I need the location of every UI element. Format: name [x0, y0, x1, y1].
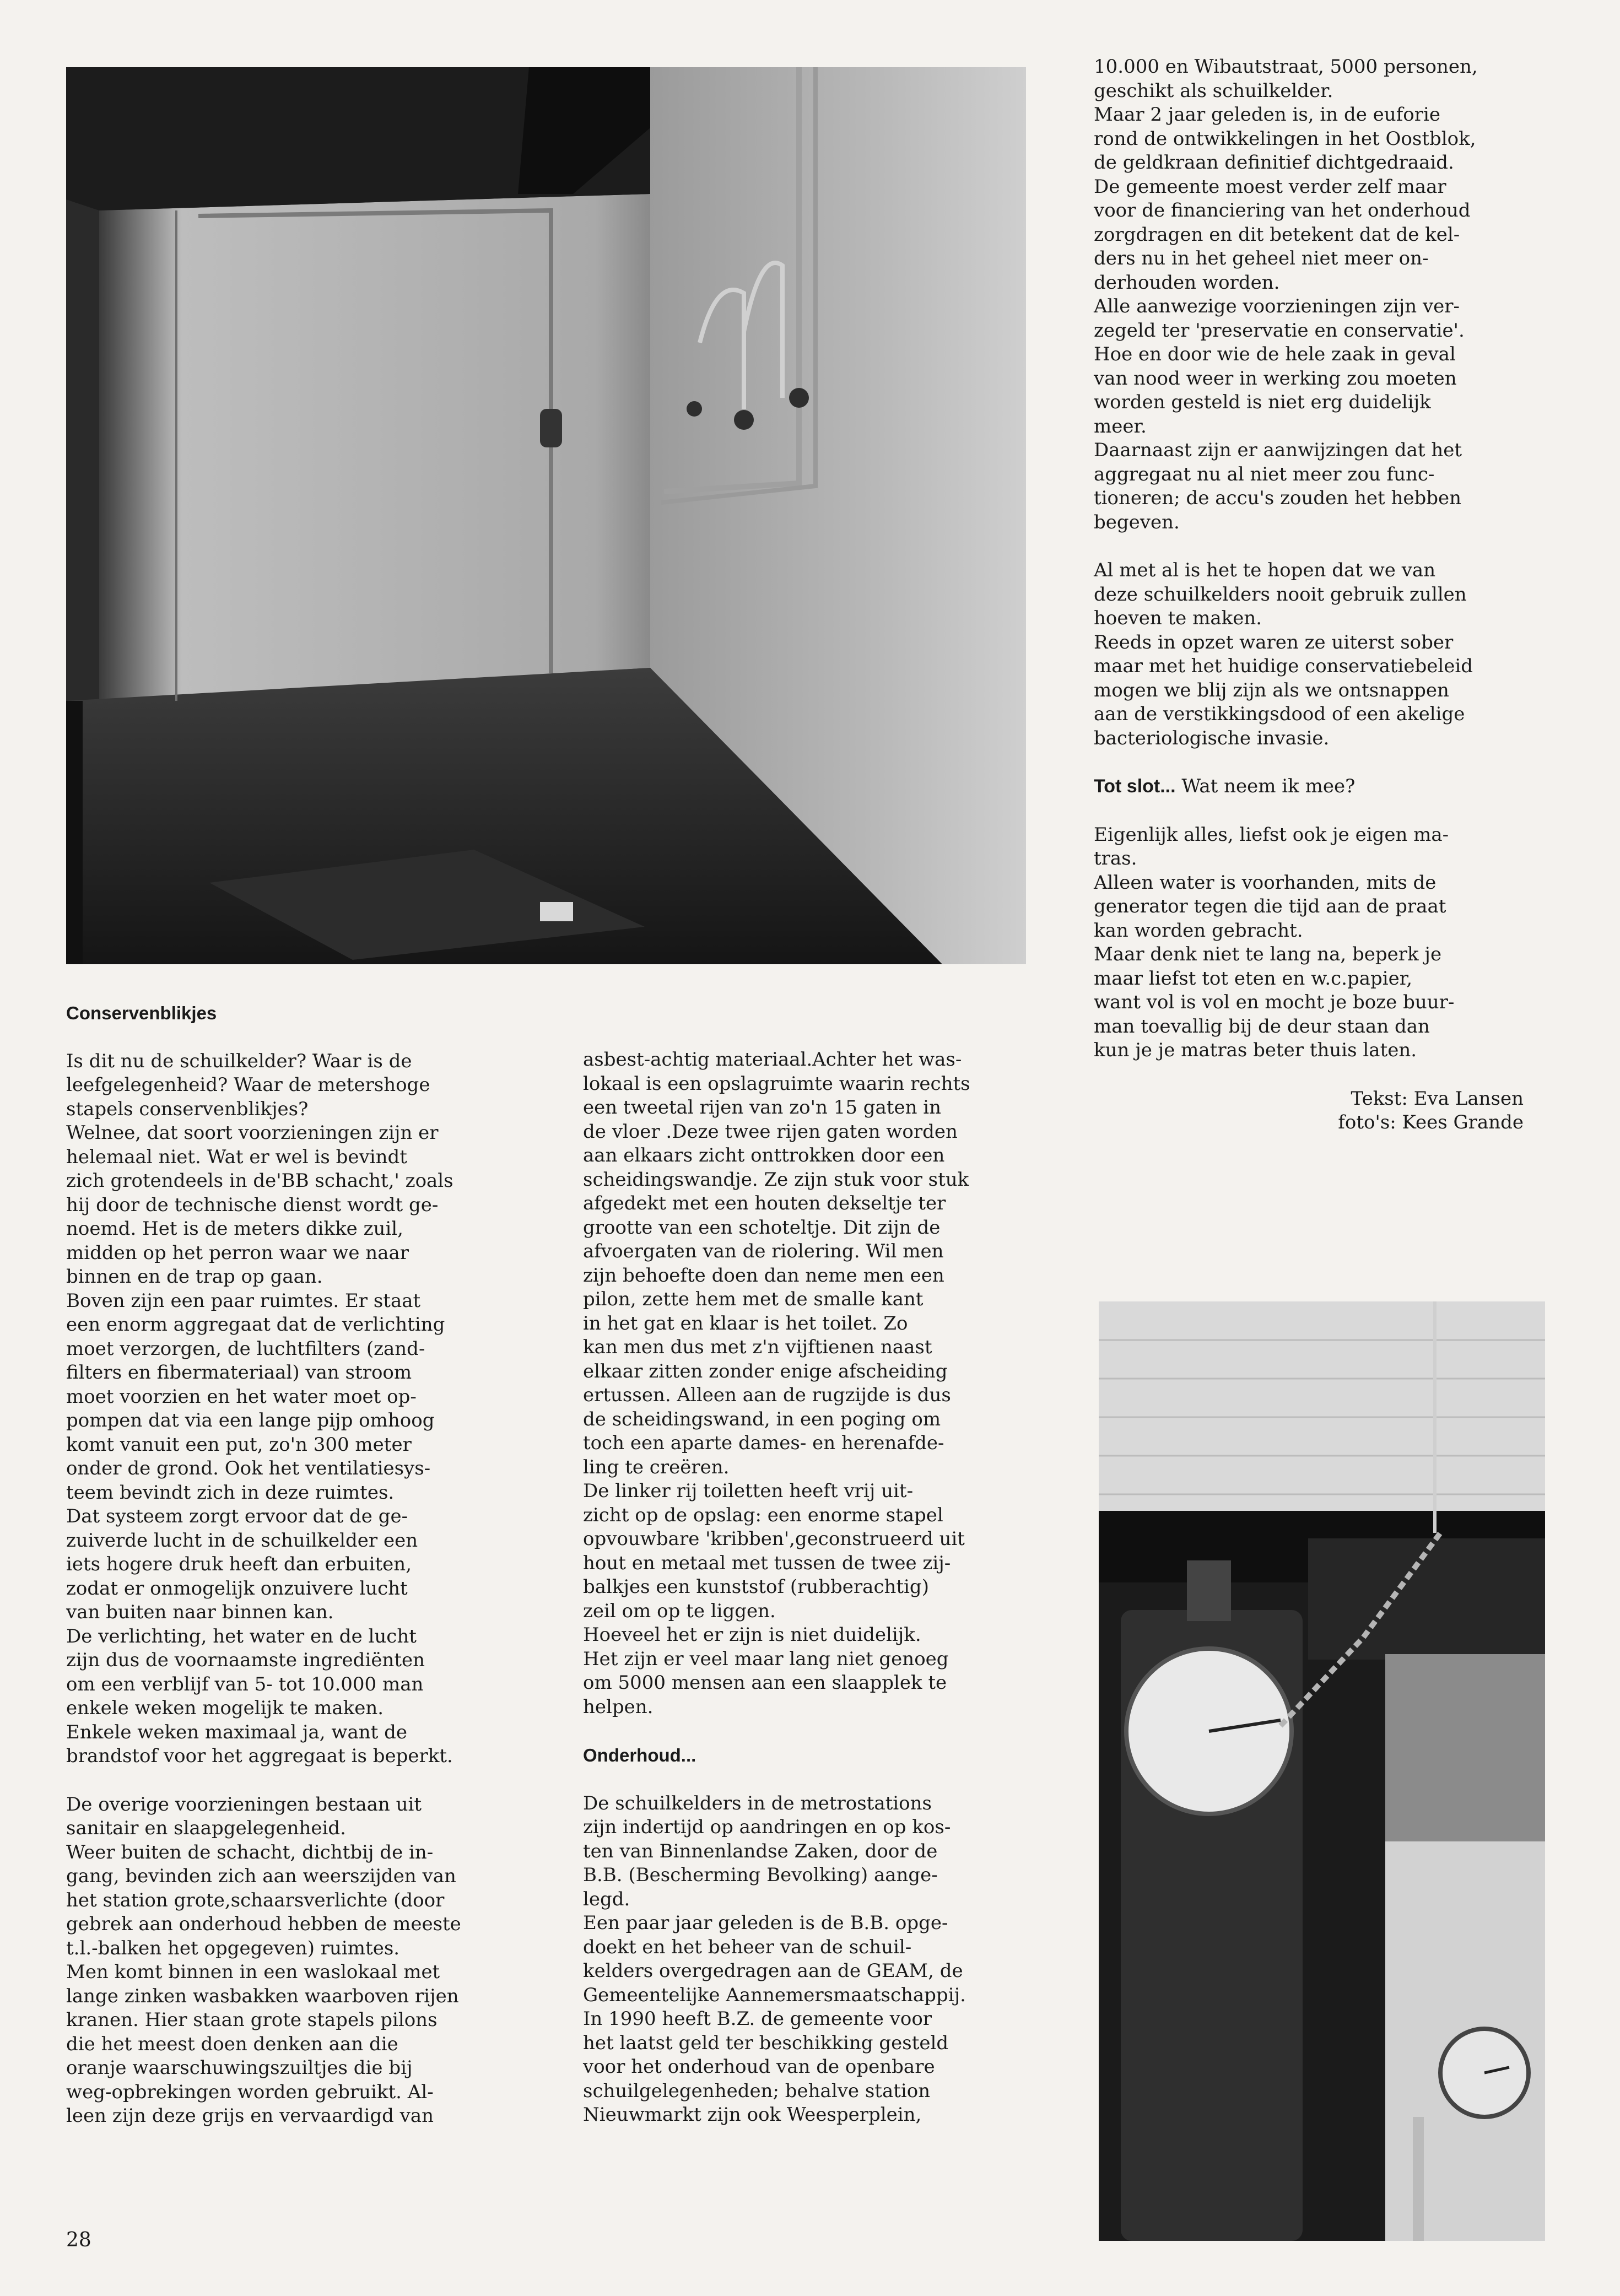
- page-number: 28: [66, 2229, 91, 2251]
- tot-slot-line: [1094, 775, 1568, 799]
- heading-conservenblikjes: Conservenblikjes: [66, 1003, 217, 1023]
- credit-text: Tekst: Eva Lansen: [1351, 1087, 1524, 1110]
- photo-generator: [1099, 1301, 1545, 2241]
- paragraph: 10.000 en Wibautstraat, 5000 personen, geschikt als schuilkelder. Maar 2 jaar geleden is, in de euforie rond de ontwikkelingen in het Oostblok, de geldkraan definitief dichtgedraaid. De gemeente moest verder zelf maar voor de financiering van het onderhoud zorgdragen en dit betekent dat de kel- ders nu in het geheel niet meer on- derhouden worden. Alle aanwezige voorzieningen zijn ver- zegeld ter 'preservatie en conservatie'. Hoe en door wie de hele zaak in geval van nood weer in werking zou moeten worden gesteld is niet erg duidelijk meer. Daarnaast zijn er aanwijzingen dat het aggregaat nu al niet meer zou func- tioneren; de accu's zouden het hebben begeven.: [1094, 56, 1478, 533]
- paragraph: Is dit nu de schuilkelder? Waar is de leefgelegenheid? Waar de metershoge stapels conservenblikjes? Welnee, dat soort voorzieningen zijn er helemaal niet. Wat er wel is bevindt zich grotendeels in de'BB schacht,' zoals hij door de technische dienst wordt ge- noemd. Het is de meters dikke zuil, midden op het perron waar we naar binnen en de trap op gaan. Boven zijn een paar ruimtes. Er staat een enorm aggregaat dat de verlichting moet verzorgen, de luchtfilters (zand- filters en fibermateriaal) van stroom moet voorzien en het water moet op- pompen dat via een lange pijp omhoog komt vanuit een put, zo'n 300 meter onder de grond. Ook het ventilatiesys- teem bevindt zich in deze ruimtes. Dat systeem zorgt ervoor dat de ge- zuiverde lucht in de schuilkelder een iets hogere druk heeft dan erbuiten, zodat er onmogelijk onzuivere lucht van buiten naar binnen kan. De verlichting, het water en de lucht zijn dus de voornaamste ingrediënten om een verblijf van 5- tot 10.000 man enkele weken mogelijk te maken. Enkele weken maximaal ja, want de brandstof voor het aggregaat is beperkt.: [66, 1050, 453, 1767]
- shelter-room-illustration: [66, 67, 1026, 964]
- heading-onderhoud: Onderhoud...: [583, 1745, 696, 1765]
- generator-illustration: [1099, 1301, 1545, 2241]
- column-left: [66, 1001, 562, 2128]
- column-middle: [583, 1048, 1079, 2127]
- photo-shelter-room: [66, 67, 1026, 964]
- credit-photo: foto's: Kees Grande: [1338, 1111, 1524, 1133]
- paragraph: De schuilkelders in de metrostations zijn indertijd op aandringen en op kos- ten van Binnenlandse Zaken, door de B.B. (Bescherming Bevolking) aange- legd. Een paar jaar geleden is de B.B. opge- doekt en het beheer van de schuil- kelders overgedragen aan de GEAM, de Gemeentelijke Aannemersmaatschappij. In 1990 heeft B.Z. de gemeente voor het laatst geld ter beschikking gesteld voor het onderhoud van de openbare schuilgelegenheden; behalve station Nieuwmarkt zijn ook Weesperplein,: [583, 1792, 966, 2126]
- paragraph: De overige voorzieningen bestaan uit sanitair en slaapgelegenheid. Weer buiten de schacht, dichtbij de in- gang, bevinden zich aan weerszijden van het station grote,schaarsverlichte (door gebrek aan onderhoud hebben de meeste t.l.-balken het opgegeven) ruimtes. Men komt binnen in een waslokaal met lange zinken wasbakken waarboven rijen kranen. Hier staan grote stapels pilons die het meest doen denken aan die oranje waarschuwingszuiltjes die bij weg-opbrekingen worden gebruikt. Al- leen zijn deze grijs en vervaardigd van: [66, 1793, 461, 2127]
- tot-slot-text: Wat neem ik mee?: [1175, 775, 1356, 797]
- paragraph: asbest-achtig materiaal.Achter het was- lokaal is een opslagruimte waarin rechts een tweetal rijen van zo'n 15 gaten in de vloer .Deze twee rijen gaten worden aan elkaars zicht onttrokken door een scheidingswandje. Ze zijn stuk voor stuk afgedekt met een houten dekseltje ter grootte van een schoteltje. Dit zijn de afvoergaten van de riolering. Wil men zijn behoefte doen dan neme men een pilon, zette hem met de smalle kant in het gat en klaar is het toilet. Zo kan men dus met z'n vijftienen naast elkaar zitten zonder enige afscheiding ertussen. Alleen aan de rugzijde is dus de scheidingswand, in een poging om toch een aparte dames- en herenafde- ling te creëren. De linker rij toiletten heeft vrij uit- zicht op de opslag: een enorme stapel opvouwbare 'kribben',geconstrueerd uit hout en metaal met tussen de twee zij- balkjes een kunststof (rubberachtig) zeil om op te liggen. Hoeveel het er zijn is niet duidelijk. Het zijn er veel maar lang niet genoeg om 5000 mensen aan een slaapplek te helpen.: [583, 1049, 970, 1718]
- paragraph: Eigenlijk alles, liefst ook je eigen ma- tras. Alleen water is voorhanden, mits de generator tegen die tijd aan de praat kan worden gebracht. Maar denk niet te lang na, beperk je maar liefst tot eten en w.c.papier, want vol is vol en mocht je boze buur- man toevallig bij de deur staan dan kun je je matras beter thuis laten.: [1094, 823, 1455, 1061]
- tot-slot-label: Tot slot...: [1094, 776, 1176, 797]
- column-right: [1094, 55, 1568, 1135]
- paragraph: Al met al is het te hopen dat we van deze schuilkelders nooit gebruik zullen hoeven te maken. Reeds in opzet waren ze uiterst sober maar met het huidige conservatiebeleid mogen we blij zijn als we ontsnappen aan de verstikkingsdood of een akelige bacteriologische invasie.: [1094, 559, 1473, 749]
